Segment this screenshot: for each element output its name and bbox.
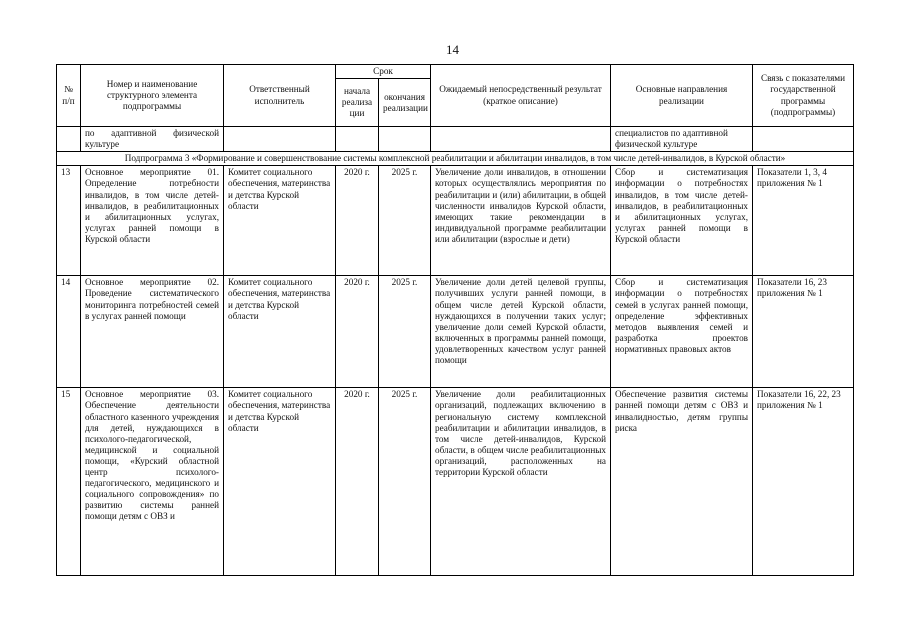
row-link: Показатели 16, 23 приложения № 1 (753, 276, 854, 388)
cont-num (57, 127, 81, 152)
cont-name: по адаптивной физической культуре (81, 127, 224, 152)
continuation-row (57, 127, 854, 152)
row-responsible: Комитет социального обеспечения, материнства и детства Курской области (224, 388, 336, 576)
cont-responsible (224, 127, 336, 152)
header-link: Связь с показателями государственной программы (подпрограммы) (753, 65, 854, 127)
header-result: Ожидаемый непосредственный результат (краткое описание) (431, 65, 611, 127)
table-row (57, 276, 854, 388)
row-num: 13 (57, 166, 81, 276)
subprogram-row (57, 152, 854, 166)
header-name: Номер и наименование структурного элемента подпрограммы (81, 65, 224, 127)
row-responsible: Комитет социального обеспечения, материнства и детства Курской области (224, 276, 336, 388)
header-responsible: Ответственный исполнитель (224, 65, 336, 127)
row-name: Основное мероприятие 01. Определение потребности инвалидов, в том числе детей-инвалидов, в реабилитационных и абилитационных услугах, услугах ранней помощи в Курской области (81, 166, 224, 276)
row-start: 2020 г. (336, 166, 379, 276)
cont-directions: специалистов по адаптивной физической культуре (611, 127, 753, 152)
table-row (57, 388, 854, 576)
header-row-1 (57, 65, 854, 79)
header-num: № п/п (57, 65, 81, 127)
page-number: 14 (446, 42, 459, 57)
row-end: 2025 г. (379, 276, 431, 388)
row-result: Увеличение доли детей целевой группы, получивших услуги ранней помощи, в общем числе детей Курской области, нуждающихся в получении таких услуг; увеличение доли семей Курской области, включенных в программы ранней помощи, удовлетворенных качеством услуг ранней помощи (431, 276, 611, 388)
row-start: 2020 г. (336, 388, 379, 576)
table-row (57, 166, 854, 276)
row-link: Показатели 16, 22, 23 приложения № 1 (753, 388, 854, 576)
row-end: 2025 г. (379, 166, 431, 276)
row-end: 2025 г. (379, 388, 431, 576)
row-link: Показатели 1, 3, 4 приложения № 1 (753, 166, 854, 276)
cont-start (336, 127, 379, 152)
row-directions: Обеспечение развития системы ранней помощи детям с ОВЗ и инвалидностью, детям группы риска (611, 388, 753, 576)
header-directions: Основные направления реализации (611, 65, 753, 127)
cont-link (753, 127, 854, 152)
cont-end (379, 127, 431, 152)
row-num: 14 (57, 276, 81, 388)
cont-result (431, 127, 611, 152)
row-directions: Сбор и систематизация информации о потребностях семей в услугах ранней помощи, определение эффективных методов выявления семей и разработка проектов нормативных правовых актов (611, 276, 753, 388)
header-term: Срок (336, 65, 431, 79)
row-start: 2020 г. (336, 276, 379, 388)
subprogram-title: Подпрограмма 3 «Формирование и совершенствование системы комплексной реабилитации и абилитации инвалидов, в том числе детей-инвалидов, в Курской области» (57, 152, 854, 166)
row-result: Увеличение доли реабилитационных организаций, подлежащих включению в региональную систему комплексной реабилитации и абилитации инвалидов, в том числе детей-инвалидов, Курской области, в общем числе реабилитационных организаций, расположенных на территории Курской области (431, 388, 611, 576)
header-term-end: окончания реализации (379, 79, 431, 127)
row-name: Основное мероприятие 03. Обеспечение деятельности областного казенного учреждения для детей, нуждающихся в психолого-педагогической, медицинской и социальной помощи, «Курский областной центр психолого-педагогического, медицинского и социального сопровождения» по развитию системы ранней помощи детям с ОВЗ и (81, 388, 224, 576)
row-result: Увеличение доли инвалидов, в отношении которых осуществлялись мероприятия по реабилитации и (или) абилитации, в общей численности инвалидов Курской области, имеющих такие рекомендации в индивидуальной программе реабилитации или абилитации (взрослые и дети) (431, 166, 611, 276)
row-directions: Сбор и систематизация информации о потребностях инвалидов, в том числе детей-инвалидов, в реабилитационных и абилитационных услугах, услугах ранней помощи в Курской области (611, 166, 753, 276)
row-num: 15 (57, 388, 81, 576)
row-name: Основное мероприятие 02. Проведение систематического мониторинга потребностей семей в услугах ранней помощи (81, 276, 224, 388)
header-term-start: начала реализа ции (336, 79, 379, 127)
row-responsible: Комитет социального обеспечения, материнства и детства Курской области (224, 166, 336, 276)
measures-table (56, 64, 854, 576)
